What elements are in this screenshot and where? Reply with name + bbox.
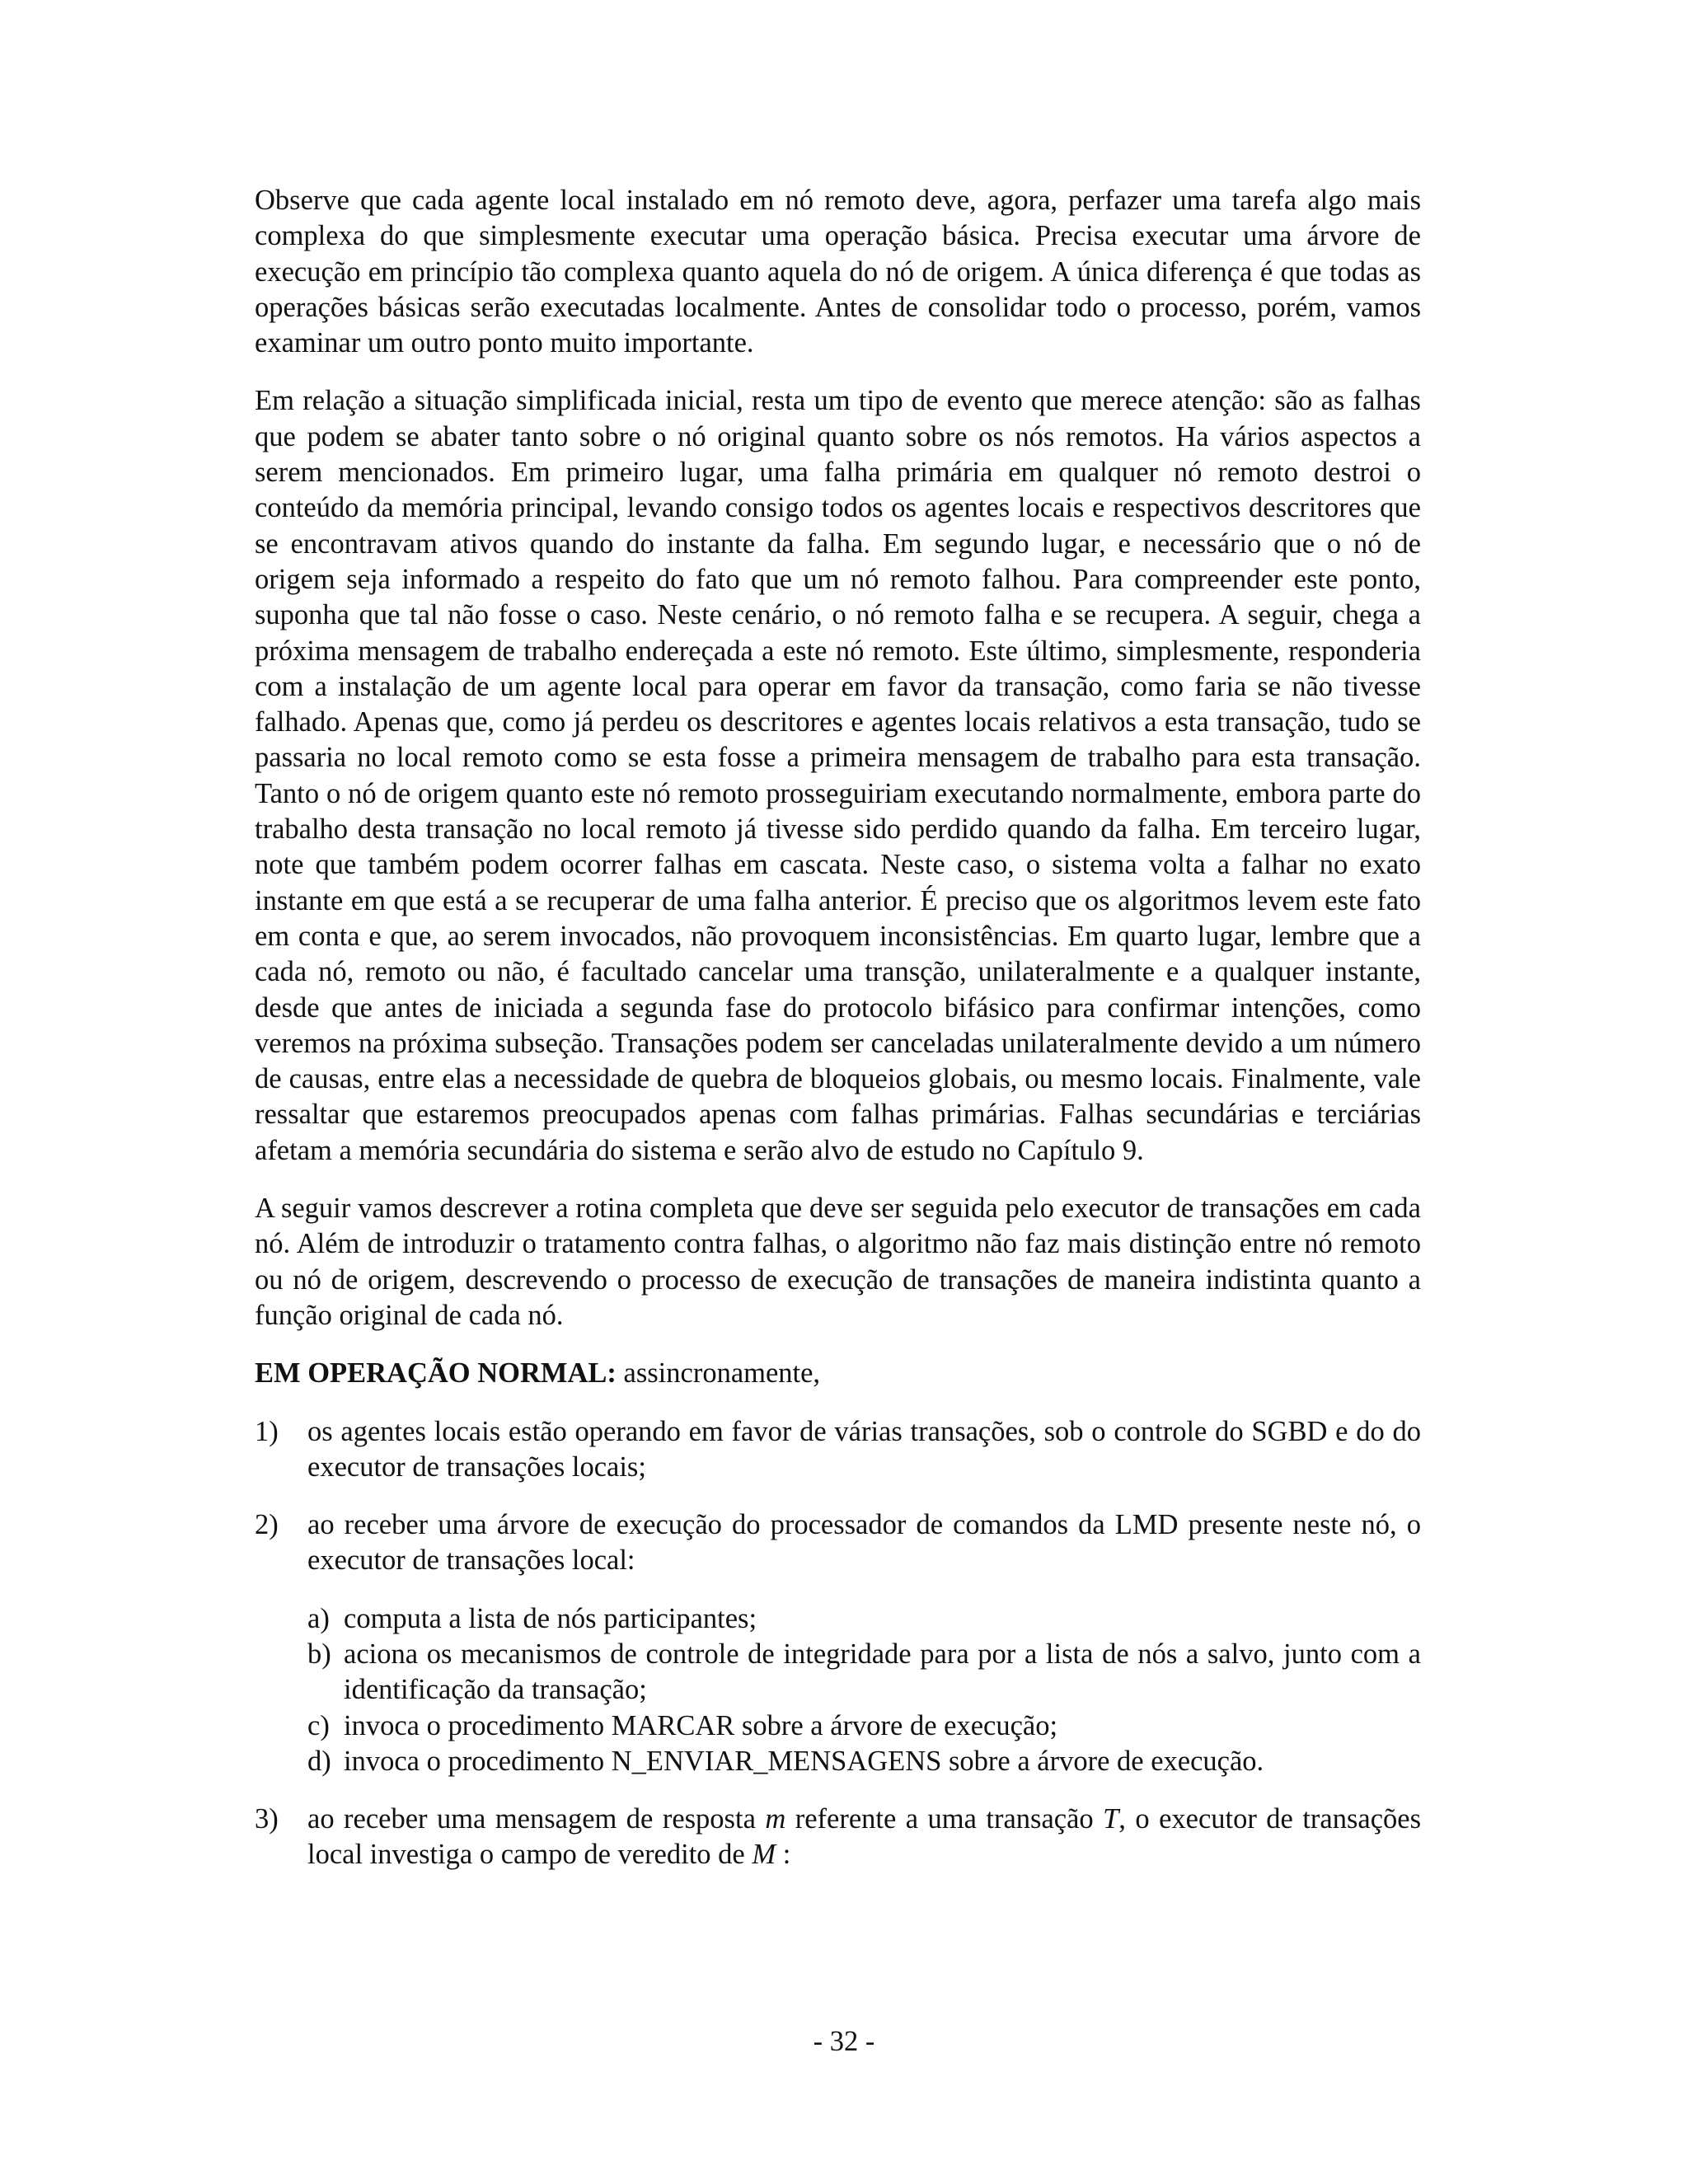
document-page: [255, 183, 1421, 1896]
heading-bold: EM OPERAÇÃO NORMAL:: [255, 1357, 617, 1390]
sublist-marker: c): [307, 1709, 330, 1741]
list-item-text: os agentes locais estão operando em favor de várias transações, sob o controle do SGBD e do do executor de transações locais;: [307, 1415, 1421, 1483]
sublist-item-text: aciona os mecanismos de controle de integridade para por a lista de nós a salvo, junto com a identificação da transação;: [344, 1638, 1421, 1706]
variable-m: m: [765, 1803, 786, 1835]
sublist: [307, 1601, 1421, 1779]
list-item-text: ao receber uma árvore de execução do processador de comandos da LMD presente neste nó, o executor de transações local:: [307, 1509, 1421, 1577]
section-heading: [255, 1356, 1421, 1391]
list-marker: 3): [255, 1803, 279, 1835]
heading-rest: assincronamente,: [616, 1357, 821, 1390]
sublist-item-b: [307, 1637, 1421, 1708]
sublist-marker: d): [307, 1745, 331, 1777]
text-part: ao receber uma mensagem de resposta: [307, 1803, 766, 1835]
sublist-item-text: invoca o procedimento MARCAR sobre a árvore de execução;: [344, 1709, 1058, 1741]
list-item-2: [255, 1507, 1421, 1779]
sublist-marker: a): [307, 1602, 330, 1634]
sublist-item-text: computa a lista de nós participantes;: [344, 1602, 757, 1634]
page-number: - 32 -: [813, 2026, 875, 2057]
list-marker: 2): [255, 1509, 279, 1541]
list-marker: 1): [255, 1415, 279, 1447]
text-part: :: [776, 1839, 791, 1871]
sublist-item-d: [307, 1744, 1421, 1779]
variable-t: T: [1103, 1803, 1119, 1835]
paragraph-2: Em relação a situação simplificada inicial, resta um tipo de evento que merece atenção: são as falhas que podem se abater tanto sobre o nó original quanto sobre os nós remotos. Ha vários aspectos a serem mencionados. Em primeiro lugar, uma falha primária em qualquer nó remoto destroi o conteúdo da memória principal, levando consigo todos os agentes locais e respectivos descritores que se encontravam ativos quando do instante da falha. Em segundo lugar, e necessário que o nó de origem seja informado a respeito do fato que um nó remoto falhou. Para compreender este ponto, suponha que tal não fosse o caso. Neste cenário, o nó remoto falha e se recupera. A seguir, chega a próxima mensagem de trabalho endereçada a este nó remoto. Este último, simplesmente, responderia com a instalação de um agente local para operar em favor da transação, como faria se não tivesse falhado. Apenas que, como já perdeu os descritores e agentes locais relativos a esta transação, tudo se passaria no local remoto como se esta fosse a primeira mensagem de trabalho para esta transação. Tanto o nó de origem quanto este nó remoto prosseguiriam executando normalmente, embora parte do trabalho desta transação no local remoto já tivesse sido perdido quando da falha. Em terceiro lugar, note que também podem ocorrer falhas em cascata. Neste caso, o sistema volta a falhar no exato instante em que está a se recuperar de uma falha anterior. É preciso que os algoritmos levem este fato em conta e que, ao serem invocados, não provoquem inconsistências. Em quarto lugar, lembre que a cada nó, remoto ou não, é facultado cancelar uma transção, unilateralmente e a qualquer instante, desde que antes de iniciada a segunda fase do protocolo bifásico para confirmar intenções, como veremos na próxima subseção. Transações podem ser canceladas unilateralmente devido a um número de causas, entre elas a necessidade de quebra de bloqueios globais, ou mesmo locais. Finalmente, vale ressaltar que estaremos preocupados apenas com falhas primárias. Falhas secundárias e terciárias afetam a memória secundária do sistema e serão alvo de estudo no Capítulo 9.: [255, 385, 1421, 1166]
sublist-item-c: [307, 1708, 1421, 1744]
sublist-marker: b): [307, 1638, 331, 1670]
sublist-item-a: [307, 1601, 1421, 1637]
paragraph-1: Observe que cada agente local instalado em nó remoto deve, agora, perfazer uma tarefa algo mais complexa do que simplesmente executar uma operação básica. Precisa executar uma árvore de execução em princípio tão complexa quanto aquela do nó de origem. A única diferença é que todas as operações básicas serão executadas localmente. Antes de consolidar todo o processo, porém, vamos examinar um outro ponto muito importante.: [255, 185, 1421, 359]
list-item-3: [255, 1802, 1421, 1873]
paragraph-3: A seguir vamos descrever a rotina completa que deve ser seguida pelo executor de transações em cada nó. Além de introduzir o tratamento contra falhas, o algoritmo não faz mais distinção entre nó remoto ou nó de origem, descrevendo o processo de execução de transações de maneira indistinta quanto a função original de cada nó.: [255, 1193, 1421, 1331]
list-item-1: [255, 1414, 1421, 1486]
sublist-item-text: invoca o procedimento N_ENVIAR_MENSAGENS sobre a árvore de execução.: [344, 1745, 1264, 1777]
variable-upper-m: M: [752, 1839, 776, 1871]
text-part: referente a uma transação: [785, 1803, 1104, 1835]
text-part: , o executor de transações local investiga o campo de veredito de: [307, 1803, 1421, 1871]
list-item-text: [307, 1803, 1421, 1870]
